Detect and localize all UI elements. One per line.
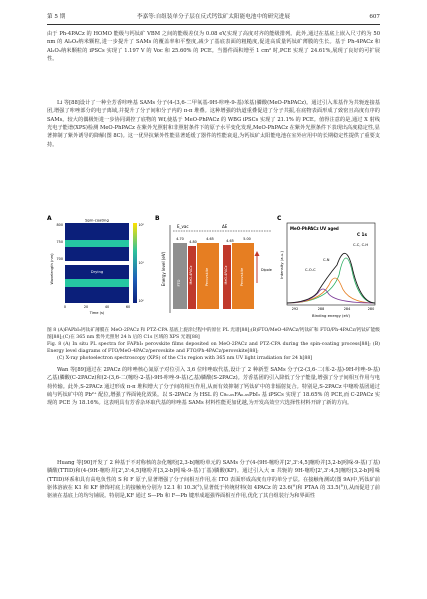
running-header bbox=[47, 12, 380, 22]
panel-c-xlabel: Binding energy (eV) bbox=[312, 313, 350, 318]
panel-a-bottom-label: Drying bbox=[90, 269, 104, 274]
panel-b-fto-block bbox=[173, 243, 187, 309]
panel-c-peak-cn bbox=[287, 278, 375, 303]
figure-caption-cn: 图 8 (A)FAPbI₃钙钛矿薄膜在 MeO-2PACz 和 PTZ-CPA 基底上旋涂过程中的原位 PL 光谱[88];(B)FTO/MeO-4PACz/钙钛矿和 FTO/Ph-4PACz/钙钛矿能级图[88];(C)在 365 nm 紫外光照射 24 h 后的 C1s 区域的 XPS 光谱[88] bbox=[47, 328, 380, 341]
paragraph-2: Li 等[88]设计了一种全芳香咔唑基 SAMs 分子(4-(3,6-二甲氧基-9H-咔唑-9-基)苯基)膦酸(MeO-PhPACz)。通过引入苯基作为共轭连接基团,增强了咔唑部分的电子离域,并提升了分子间和分子内的 π-π 堆叠。这种增强的轨道重叠促进了分子共振,在底物表面形成了致密且高度有序的 SAMs。较大的偶极矩进一步协同调控了底物的 Wf,使基于 MeO-PhPACz 的 WBG iPSCs 实现了 21.1% 的 PCE。值得注意的是,通过 X 射线光电子能谱(XPS)检测 MeO-PhPACz 在紫外光照射和非照射条件下的原子水平变化发现,MeO-PhPACz 在紫外光照条件下表现出高度稳定性,显著抑制了紫外诱导的降解(图 8C)。这一优异抗紫外性能显著延缓了器件的性能衰退,为钙钛矿太阳能电池在室外应用中的长期稳定性提供了重要支持。 bbox=[47, 100, 380, 148]
panel-b-energy-5: 5.00 bbox=[243, 237, 251, 241]
panel-a-ylabel: Wavelength (nm) bbox=[50, 253, 54, 285]
panel-b-dipole-label: Dipole bbox=[261, 268, 272, 272]
panel-c-ylabel: Intensity (a.u.) bbox=[279, 251, 284, 279]
panel-c-title: MeO-PhPACz UV aged bbox=[290, 226, 339, 231]
figure-caption-en-2: (C) X-ray photoelectron spectroscopy (XPS) of the C1s region with 365 nm UV light irradiation for 24 h[88] bbox=[57, 356, 313, 361]
header-rule bbox=[47, 24, 380, 25]
panel-c-xtick-1: 292 bbox=[291, 307, 299, 311]
panel-a-xlabel: Time (s) bbox=[89, 311, 105, 315]
panel-a-bottom-heatmap bbox=[65, 265, 129, 303]
figure-8 bbox=[47, 213, 380, 323]
panel-b-layer-5: Perovskite bbox=[240, 267, 244, 287]
panel-a-colorbar bbox=[133, 223, 137, 303]
panel-b-energy-2: 4.80 bbox=[189, 240, 197, 244]
panel-c-orbital: C 1s bbox=[357, 232, 367, 237]
panel-b-energy-1: 4.70 bbox=[176, 237, 184, 241]
panel-b-energy-3: 4.65 bbox=[206, 237, 214, 241]
panel-a-top-label: Spin-coating bbox=[85, 217, 109, 223]
panel-c-peak-label-1: C-O-C bbox=[305, 268, 316, 272]
panel-b-label: B bbox=[155, 215, 160, 222]
panel-c-peak-label-3: C-C, C-H bbox=[353, 243, 369, 247]
panel-b-layer-3: Perovskite bbox=[205, 267, 209, 287]
panel-a-cbar-tick-2: 10¹ bbox=[138, 261, 144, 265]
panel-a-ytick-1: 800 bbox=[56, 223, 63, 227]
panel-a-top-emission bbox=[65, 240, 129, 247]
paragraph-3: Wan 等[89]通过在 2PACz 的咔唑核心氮原子对位引入 3,6 位咔唑取代基,设计了 2 种新型 SAMs 分子(2-(3,6-二(苯-2-基)-9H-咔唑-9-基)乙基)膦酸(C-2PACz)和(2-(3,6-二(噻吩-2-基)-9H-咔唑-9-基)乙基)膦酸(S-2PACz)。芳香基团的引入降低了分子能量,增强了分子间相互作用与电荷传输。此外,S-2PACz 通过形成 π-π 堆积增大了分子间的相互作用,从而有效抑制了钙钛矿中的非辐射复合。特别是,S-2PACz 中噻吩基团通过硫与钙钛矿中的 Pb²⁺ 配位,增强了界面钝化效果。以 S-2PACz 为 HSL 的 Cs₀.₀₅FA₀.₉₅PbI₃ 基 iPSCs 实现了 18.65% 的 PCE,而 C-2PACz 实现的 PCE 为 18.16%。这表明具有芳香杂环取代基的咔唑基 SAMs 材料性能更加优越,为开发高效空穴选择性材料开辟了新的方向。 bbox=[47, 367, 380, 407]
panel-a-ytick-3: 700 bbox=[56, 257, 63, 261]
panel-c-label: C bbox=[277, 215, 282, 222]
panel-a-cbar-tick-1: 10² bbox=[138, 223, 144, 227]
panel-b-layer-2: MeO-4PACz bbox=[189, 265, 193, 285]
figure-caption-en-1: Fig. 8 (A) In situ PL spectra for FAPbI₃ perovskite films deposited on MeO-2PACz and PTZ-CPA during the spin-coating process[88]; (B) Energy level diagrams of FTO/MeO-4PACz/perovskite and FTO/Ph-4PACz/perovskite[88]; bbox=[47, 342, 380, 355]
panel-b-layer-1: FTO bbox=[177, 279, 181, 287]
running-title: 李嘉等:自组装单分子层在反式钙钛矿太阳能电池中的研究进展 bbox=[137, 14, 290, 20]
panel-b-energy-4: 4.65 bbox=[226, 239, 234, 243]
panel-a-xtick-1: 0 bbox=[63, 305, 67, 309]
panel-a-xtick-3: 40 bbox=[104, 305, 110, 309]
panel-c-xtick-3: 284 bbox=[343, 307, 351, 311]
panel-b-ylabel: Energy level (eV) bbox=[161, 251, 166, 287]
panel-a-ytick-2: 750 bbox=[56, 240, 63, 244]
panel-a-bottom-emission bbox=[65, 279, 129, 287]
panel-a-label: A bbox=[47, 215, 52, 222]
panel-a-xtick-2: 20 bbox=[83, 305, 89, 309]
panel-c-xtick-4: 280 bbox=[367, 307, 375, 311]
panel-b-dipole-arrowhead bbox=[255, 251, 260, 256]
panel-b-layer-4: MeO-4PACz bbox=[224, 265, 228, 285]
issue-label: 第 5 期 bbox=[47, 14, 66, 20]
page-number: 607 bbox=[369, 14, 380, 20]
panel-a-xtick-4: 60 bbox=[125, 305, 131, 309]
panel-b-evac: E_vac bbox=[177, 224, 189, 229]
panel-a-top-heatmap bbox=[65, 218, 129, 262]
panel-b-delta-e: ΔE bbox=[222, 224, 228, 229]
panel-a-cbar-tick-3: 10⁰ bbox=[138, 299, 144, 303]
panel-c-xtick-2: 288 bbox=[317, 307, 325, 311]
panel-c-peak-label-2: C-N bbox=[323, 258, 330, 262]
paragraph-1: 由于 Ph-4PACz 的 HOMO 能级与钙钛矿 VBM 之间的能级差仅为 0.08 eV,实现了高度对齐的能级排列。此外,通过在基底上嵌入尺寸约为 50 nm 的 Al₂O₃纳米颗粒,进一步提升了 SAMs 的覆盖率和平整度,减少了基底表面的粗糙度,促进高质量钙钛矿薄膜的生长。基于 Ph-4PACz 和 Al₂O₃纳米颗粒的 iPSCs 实现了 1.197 V 的 Voc 和 25.60% 的 PCE。当器件面积增至 1 cm² 时,PCE 实现了 24.61%,展现了良好的可扩展性。 bbox=[47, 31, 380, 63]
paragraph-4: Huang 等[90]开发了 2 种基于不对称核的杂化噻吩[2,3-b]噻吩单元的 SAMs 分子(4-(9H-噻吩并[2',3':4,5]噻吩并[3,2-b]吲哚-9-基)丁基)膦酸(TTID)和(4-(9H-噻吩并[2',3':4,5]噻吩并[3,2-b]吲哚-9-基)丁基)膦酸(KF)。通过引入大 π 共轭的 9H-噻吩[2',3':4,5]噻吩[3,2-b]吲哚(TTID)环系和具有高电负性的 S 和 F 原子,显著增强了分子间相互作用,在 ITO 表面形成高度有序的单分子层。在接触角测试(图 9A)中,钙钛矿前驱体溶液在 K1 和 KF 修饰衬底上的接触角分别为 12.1 和 10.3(°),显著低于传统材料(如 4PACz 的 23.6(°)和 PTAA 的 33.5(°)),从而促进了前驱液在基底上的均匀铺展。特别是,KF 通过 S—Pb 和 F—Pb 键形成超强界面相互作用,优化了其自组装行为和界面性 bbox=[47, 460, 380, 500]
